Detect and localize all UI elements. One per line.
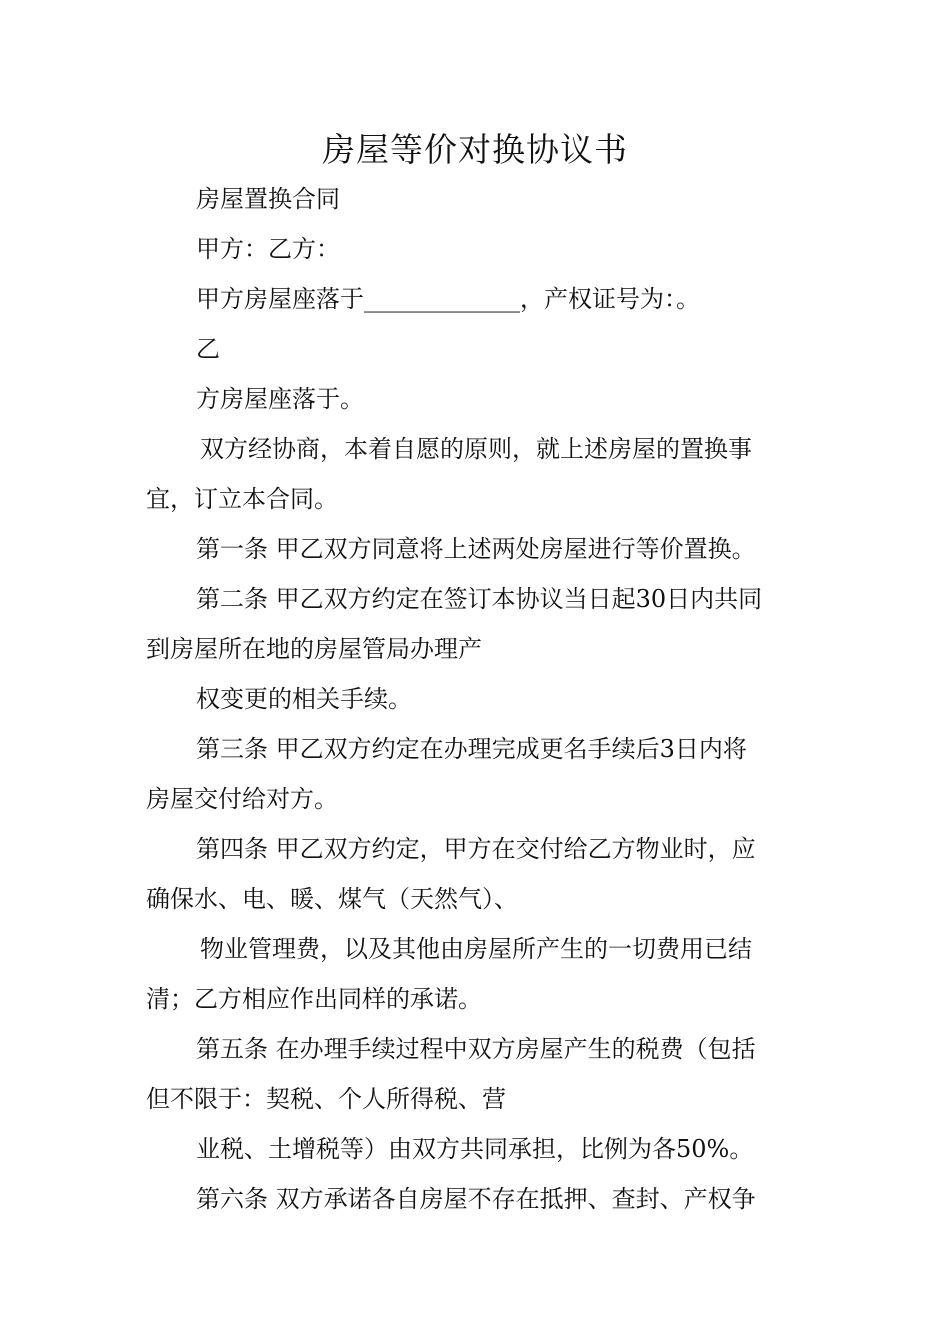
- article-4-line-4: 清；乙方相应作出同样的承诺。: [146, 985, 482, 1013]
- document-title: 房屋等价对换协议书: [322, 130, 628, 169]
- contract-subtitle: 房屋置换合同: [196, 185, 340, 213]
- party-b-property-line: 方房屋座落于。: [196, 385, 364, 413]
- article-5-line-2: 但不限于：契税、个人所得税、营: [146, 1085, 506, 1113]
- article-4-line-2: 确保水、电、暖、煤气（天然气）、: [146, 885, 518, 913]
- article-2-line-1: 第二条 甲乙双方约定在签订本协议当日起30日内共同: [196, 585, 763, 613]
- article-3-line-1: 第三条 甲乙双方约定在办理完成更名手续后3日内将: [196, 735, 747, 763]
- party-a-property-line: 甲方房屋座落于_____________，产权证号为：。: [196, 285, 700, 313]
- preamble-line-1: 双方经协商，本着自愿的原则，就上述房屋的置换事: [200, 435, 752, 463]
- parties-line: 甲方：乙方：: [196, 235, 340, 263]
- article-4-line-3: 物业管理费，以及其他由房屋所产生的一切费用已结: [200, 935, 752, 963]
- article-6-line-1: 第六条 双方承诺各自房屋不存在抵押、查封、产权争: [196, 1185, 756, 1213]
- party-b-fragment-line: 乙: [196, 335, 220, 363]
- article-1-line: 第一条 甲乙双方同意将上述两处房屋进行等价置换。: [196, 535, 756, 563]
- article-2-line-3: 权变更的相关手续。: [196, 685, 412, 713]
- article-3-line-2: 房屋交付给对方。: [146, 785, 338, 813]
- article-2-line-2: 到房屋所在地的房屋管局办理产: [146, 635, 482, 663]
- article-4-line-1: 第四条 甲乙双方约定，甲方在交付给乙方物业时，应: [196, 835, 756, 863]
- article-5-line-3: 业税、土增税等）由双方共同承担，比例为各50%。: [196, 1135, 754, 1163]
- preamble-line-2: 宜，订立本合同。: [146, 485, 338, 513]
- article-5-line-1: 第五条 在办理手续过程中双方房屋产生的税费（包括: [196, 1035, 756, 1063]
